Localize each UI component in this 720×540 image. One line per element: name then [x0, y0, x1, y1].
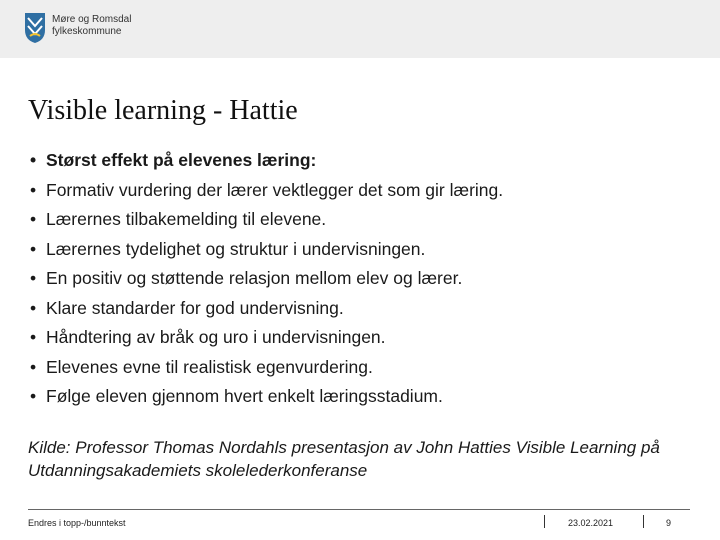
footer-date: 23.02.2021: [568, 518, 614, 528]
coat-of-arms-icon: [24, 12, 46, 44]
bullet-text: Størst effekt på elevenes læring:: [46, 150, 317, 170]
org-line-2: fylkeskommune: [52, 26, 122, 37]
slide-header: [0, 0, 720, 58]
bullet-text: Følge eleven gjennom hvert enkelt læringsstadium.: [46, 386, 443, 406]
bullet-text: Lærernes tilbakemelding til elevene.: [46, 209, 327, 229]
bullet-text: Formativ vurdering der lærer vektlegger det som gir læring.: [46, 179, 504, 200]
bullet-text: Elevenes evne til realistisk egenvurdering.: [46, 356, 373, 377]
page-number: 9: [666, 518, 672, 528]
bullet-text: En positiv og støttende relasjon mellom elev og lærer.: [46, 268, 463, 288]
bullet-text: Håndtering av bråk og uro i undervisningen.: [46, 327, 386, 347]
bullet-text: Lærernes tydelighet og struktur i undervisningen.: [46, 238, 426, 259]
organization-name: [52, 14, 131, 38]
bullet-marker: •: [30, 327, 37, 347]
bullet-marker: •: [30, 179, 37, 200]
footer-divider: [28, 509, 690, 510]
bullet-marker: •: [30, 209, 37, 229]
org-line-1: Møre og Romsdal: [52, 14, 132, 25]
list-item: [30, 209, 503, 239]
bullet-marker: •: [30, 297, 37, 318]
bullet-marker: •: [30, 356, 37, 377]
list-item: [30, 150, 503, 180]
list-item: [30, 327, 503, 357]
bullet-list: [30, 150, 503, 416]
bullet-text: Klare standarder for god undervisning.: [46, 297, 344, 318]
footer-separator: [544, 515, 545, 528]
list-item: [30, 386, 503, 416]
bullet-marker: •: [30, 386, 37, 406]
bullet-marker: •: [30, 150, 37, 170]
bullet-marker: •: [30, 238, 37, 259]
source-citation: Kilde: Professor Thomas Nordahls presentasjon av John Hatties Visible Learning på Utdanningsakademiets skolelederkonferanse: [28, 438, 660, 480]
footer-separator: [643, 515, 644, 528]
footer-text: Endres i topp-/bunntekst: [28, 518, 126, 528]
list-item: [30, 357, 503, 387]
list-item: [30, 268, 503, 298]
list-item: [30, 239, 503, 269]
slide-title: Visible learning - Hattie: [28, 95, 298, 126]
list-item: [30, 298, 503, 328]
list-item: [30, 180, 503, 210]
bullet-marker: •: [30, 268, 37, 288]
